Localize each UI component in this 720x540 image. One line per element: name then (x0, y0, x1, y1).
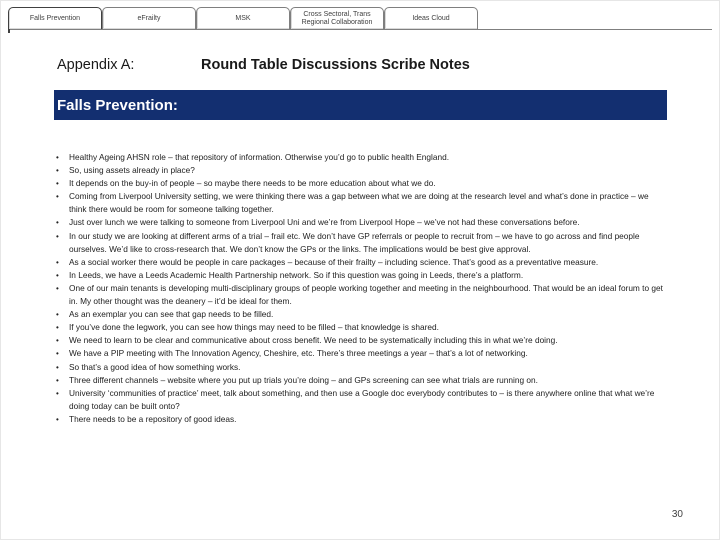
bullet-icon: • (56, 179, 59, 189)
list-item (56, 334, 668, 347)
bullet-icon: • (56, 362, 59, 372)
list-item (56, 361, 668, 374)
list-item (56, 308, 668, 321)
page-number: 30 (671, 509, 683, 520)
note-text: We need to learn to be clear and communicative about cross benefit. We need to be systematically including this in what we’re doing. (69, 335, 558, 346)
note-text: Coming from Liverpool University setting, we were thinking there was a gap between what we are doing at the research level and what’s done in practice – we think there would be room for someone talking together. (69, 191, 649, 215)
list-item (56, 256, 668, 269)
list-item (56, 374, 668, 387)
bullet-icon: • (56, 218, 59, 228)
tab-baseline (8, 29, 712, 30)
list-item (56, 387, 668, 413)
tab-bar (0, 0, 720, 32)
bullet-icon: • (56, 166, 59, 176)
bullet-icon: • (56, 414, 59, 424)
bullet-icon: • (56, 231, 59, 241)
note-text: Just over lunch we were talking to someone from Liverpool Uni and we’re from Liverpool Hope – we’ve not had these conversations before. (69, 217, 580, 228)
bullet-icon: • (56, 153, 59, 162)
tab-falls-prevention[interactable]: Falls Prevention (8, 7, 102, 29)
note-text: So, using assets already in place? (69, 165, 195, 176)
notes-list (56, 151, 668, 426)
section-band (54, 90, 667, 120)
bullet-icon: • (56, 310, 59, 320)
bullet-icon: • (56, 375, 59, 385)
bullet-icon: • (56, 349, 59, 359)
note-text: If you’ve done the legwork, you can see how things may need to be filled – that knowledge is shared. (69, 322, 439, 333)
note-text: University ‘communities of practice’ meet, talk about something, and then use a Google doc everybody contributes to – is there anywhere online that what we’re doing today can be built onto? (69, 387, 655, 411)
note-text: Three different channels – website where you put up trials you’re doing – and GPs screening can see what trials are running on. (69, 374, 538, 385)
note-text: In our study we are looking at different arms of a trial – frail etc. We don’t have GP referrals or people to recruit from – we have to go across and find people ourselves. We’d like to cross-research that. We don’t know the GPs or the links. The implications would be best give approval. (69, 230, 640, 254)
list-item (56, 216, 668, 229)
list-item (56, 151, 668, 164)
bullet-icon: • (56, 192, 59, 202)
bullet-icon: • (56, 336, 59, 346)
note-text: One of our main tenants is developing multi-disciplinary groups of people working together and meeting in the neighbourhood. That would be an ideal forum to get in. My other thought was the deanery – it’d be ideal for them. (69, 282, 663, 307)
tab-efrailty[interactable]: eFrailty (102, 7, 196, 29)
tab-cross-sectoral[interactable]: Cross Sectoral, Trans Regional Collaboration (290, 7, 384, 29)
tab-left-rule (8, 29, 10, 33)
list-item (56, 177, 668, 190)
bullet-icon: • (56, 270, 59, 280)
list-item (56, 190, 668, 216)
list-item (56, 413, 668, 426)
list-item (56, 282, 668, 308)
note-text: So that’s a good idea of how something works. (69, 361, 241, 372)
bullet-icon: • (56, 257, 59, 267)
note-text: It depends on the buy-in of people – so maybe there needs to be more education about what we do. (69, 178, 436, 189)
tab-ideas-cloud[interactable]: Ideas Cloud (384, 7, 478, 29)
list-item (56, 347, 668, 360)
list-item (56, 269, 668, 282)
note-text: Healthy Ageing AHSN role – that repository of information. Otherwise you’d go to public health England. (69, 152, 450, 162)
bullet-icon: • (56, 323, 59, 333)
bullet-icon: • (56, 283, 59, 293)
list-item (56, 230, 668, 256)
list-item (56, 321, 668, 334)
appendix-label: Appendix A: (57, 57, 135, 73)
note-text: As a social worker there would be people in care packages – because of their frailty – including science. That’s good as a preventative measure. (69, 256, 599, 267)
bullet-icon: • (56, 388, 59, 398)
note-text: In Leeds, we have a Leeds Academic Health Partnership network. So if this question was going in Leeds, there’s a platform. (69, 269, 524, 280)
page-title: Round Table Discussions Scribe Notes (201, 57, 470, 73)
note-text: As an exemplar you can see that gap needs to be filled. (69, 309, 274, 320)
header-row (0, 56, 720, 78)
tab-msk[interactable]: MSK (196, 7, 290, 29)
section-title: Falls Prevention: (57, 96, 178, 114)
list-item (56, 164, 668, 177)
note-text: There needs to be a repository of good ideas. (69, 413, 237, 424)
note-text: We have a PIP meeting with The Innovation Agency, Cheshire, etc. There’s three meetings a year – that’s a lot of networking. (69, 348, 528, 359)
